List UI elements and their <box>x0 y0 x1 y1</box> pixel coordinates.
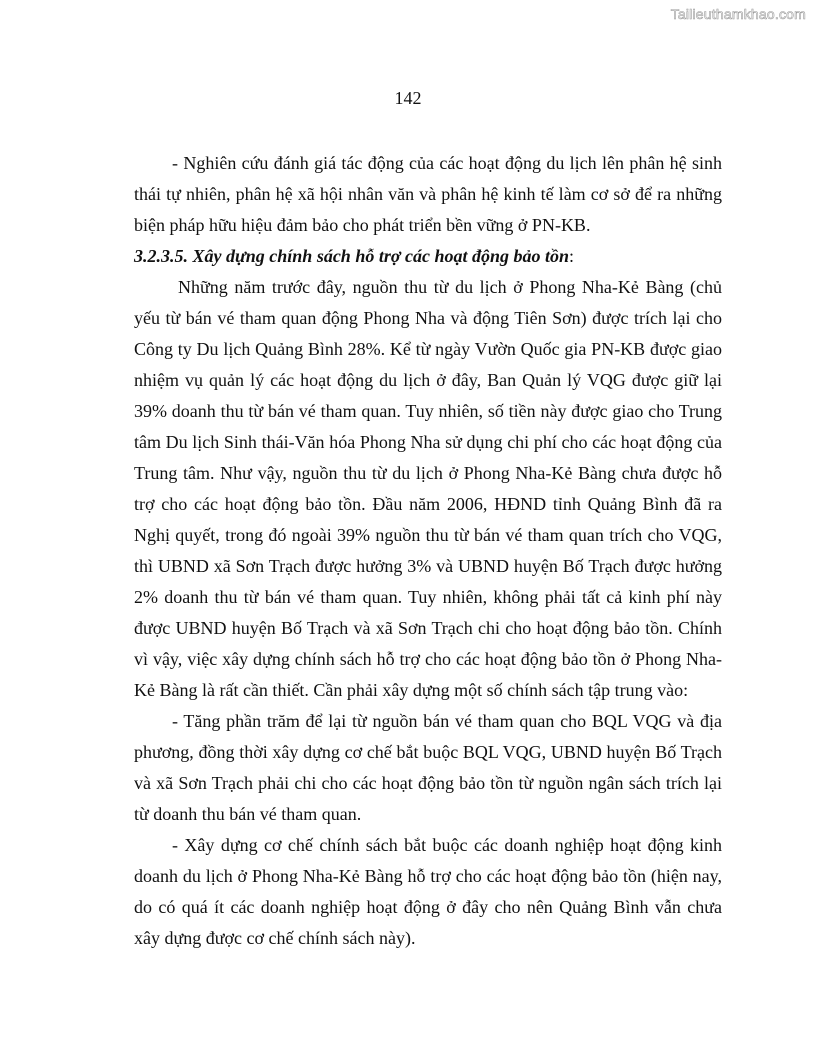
section-heading-colon: : <box>569 246 575 266</box>
document-body <box>134 148 722 954</box>
section-heading-text: 3.2.3.5. Xây dựng chính sách hỗ trợ các hoạt động bảo tồn <box>134 246 570 266</box>
paragraph-4: - Xây dựng cơ chế chính sách bắt buộc các doanh nghiệp hoạt động kinh doanh du lịch ở Phong Nha-Kẻ Bàng hỗ trợ cho các hoạt động bảo tồn (hiện nay, do có quá ít các doanh nghiệp hoạt động ở đây cho nên Quảng Bình vẫn chưa xây dựng được cơ chế chính sách này). <box>134 835 722 948</box>
paragraph-2: Những năm trước đây, nguồn thu từ du lịch ở Phong Nha-Kẻ Bàng (chủ yếu từ bán vé tham quan động Phong Nha và động Tiên Sơn) được trích lại cho Công ty Du lịch Quảng Bình 28%. Kể từ ngày Vườn Quốc gia PN-KB được giao nhiệm vụ quản lý các hoạt động du lịch ở đây, Ban Quản lý VQG được giữ lại 39% doanh thu từ bán vé tham quan. Tuy nhiên, số tiền này được giao cho Trung tâm Du lịch Sinh thái-Văn hóa Phong Nha sử dụng chi phí cho các hoạt động của Trung tâm. Như vậy, nguồn thu từ du lịch ở Phong Nha-Kẻ Bàng chưa được hỗ trợ cho các hoạt động bảo tồn. Đầu năm 2006, HĐND tỉnh Quảng Bình đã ra Nghị quyết, trong đó ngoài 39% nguồn thu từ bán vé tham quan trích cho VQG, thì UBND xã Sơn Trạch được hưởng 3% và UBND huyện Bố Trạch được hưởng 2% doanh thu từ bán vé tham quan. Tuy nhiên, không phải tất cả kinh phí này được UBND huyện Bố Trạch và xã Sơn Trạch chi cho hoạt động bảo tồn. Chính vì vậy, việc xây dựng chính sách hỗ trợ cho các hoạt động bảo tồn ở Phong Nha-Kẻ Bàng là rất cần thiết. Cần phải xây dựng một số chính sách tập trung vào: <box>134 277 722 700</box>
paragraph-3: - Tăng phần trăm để lại từ nguồn bán vé tham quan cho BQL VQG và địa phương, đồng thời xây dựng cơ chế bắt buộc BQL VQG, UBND huyện Bố Trạch và xã Sơn Trạch phải chi cho các hoạt động bảo tồn từ nguồn ngân sách trích lại từ doanh thu bán vé tham quan. <box>134 711 722 824</box>
section-heading <box>134 241 722 272</box>
page-number: 142 <box>394 88 422 108</box>
paragraph-1: - Nghiên cứu đánh giá tác động của các hoạt động du lịch lên phân hệ sinh thái tự nhiên, phân hệ xã hội nhân văn và phân hệ kinh tế làm cơ sở để ra những biện pháp hữu hiệu đảm bảo cho phát triển bền vững ở PN-KB. <box>134 153 722 235</box>
watermark-text: Tailieuthamkhao.com <box>670 6 806 22</box>
